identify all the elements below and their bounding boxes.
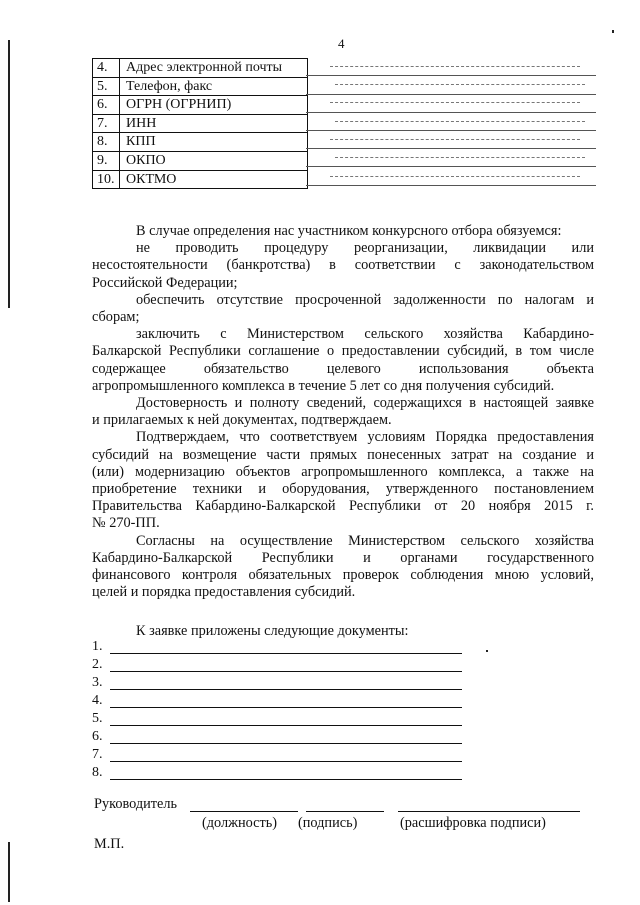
signature-caption: (подпись) (298, 815, 358, 831)
page-number: 4 (338, 36, 345, 51)
row-number: 8. (93, 133, 120, 151)
attachment-number: 3. (92, 675, 103, 690)
attachment-line (110, 689, 462, 690)
row-label: ОГРН (ОГРНИП) (126, 97, 232, 113)
decoding-caption: (расшифровка подписи) (400, 815, 546, 831)
value-dash (335, 121, 585, 123)
value-line (306, 130, 596, 131)
scan-dot (486, 650, 488, 652)
table-row (93, 78, 307, 97)
reliability-line: и прилагаемых к ней документах, подтверждаем. (92, 412, 392, 429)
obligation-3-line: содержащее обязательство целевого использования объекта (92, 360, 594, 377)
requisites-table (92, 58, 308, 189)
row-number: 4. (93, 59, 120, 77)
decoding-line (398, 811, 580, 812)
row-number: 6. (93, 96, 120, 114)
reliability-line: Достоверность и полноту сведений, содержащихся в настоящей заявке (136, 395, 594, 412)
table-row (93, 59, 307, 78)
confirm-line: (или) модернизацию объектов агропромышленного комплекса, а также на (92, 463, 594, 480)
obligation-3-line: заключить с Министерством сельского хозяйства Кабардино- (136, 326, 594, 343)
attachment-line (110, 743, 462, 744)
value-dash (330, 102, 580, 104)
obligations-block (92, 223, 594, 601)
obligation-1-line: Российской Федерации; (92, 274, 238, 291)
confirm-line: № 270-ПП. (92, 515, 160, 532)
table-row (93, 133, 307, 152)
value-line (306, 75, 596, 76)
attachment-line (110, 779, 462, 780)
attachment-line (110, 707, 462, 708)
obligation-1-line: несостоятельности (банкротства) в соответствии с законодательством (92, 257, 594, 274)
value-dash (330, 176, 580, 178)
table-row (93, 171, 307, 190)
confirm-line: субсидий на возмещение части прямых понесенных затрат на создание и (92, 446, 594, 463)
signature-line (306, 811, 384, 812)
row-label: КПП (126, 134, 156, 150)
confirm-line: Подтверждаем, что соответствуем условиям Порядка предоставления (136, 429, 594, 446)
scan-margin-mark-bottom (8, 842, 10, 902)
row-label: ОКТМО (126, 171, 177, 187)
row-number: 7. (93, 115, 120, 133)
row-label: ОКПО (126, 152, 166, 168)
attachment-number: 2. (92, 657, 103, 672)
value-line (306, 148, 596, 149)
attachment-number: 7. (92, 747, 103, 762)
attachment-number: 8. (92, 765, 103, 780)
agree-line: целей и порядка предоставления субсидий. (92, 584, 356, 601)
agree-line: финансового контроля обязательных проверок соблюдения мною условий, (92, 567, 594, 584)
attachments-title-block (92, 623, 594, 640)
confirm-line: Правительства Кабардино-Балкарской Республики от 20 ноября 2015 г. (92, 498, 594, 515)
obligation-2-line: сборам; (92, 309, 140, 326)
scan-corner-mark (612, 30, 614, 33)
value-dash (335, 84, 585, 86)
obligation-1-line: не проводить процедуру реорганизации, ликвидации или (136, 240, 594, 257)
attachment-number: 4. (92, 693, 103, 708)
attachment-line (110, 671, 462, 672)
attachment-number: 1. (92, 639, 103, 654)
confirm-line: приобретение техники и оборудования, утвержденного постановлением (92, 481, 594, 498)
agree-line: Согласны на осуществление Министерством сельского хозяйства (136, 532, 594, 549)
row-number: 5. (93, 78, 120, 96)
obligations-intro: В случае определения нас участником конкурсного отбора обязуемся: (136, 223, 562, 239)
agree-line: Кабардино-Балкарской Республики и органами государственного (92, 549, 594, 566)
table-row (93, 152, 307, 171)
value-dash (330, 66, 580, 68)
value-line (306, 94, 596, 95)
row-label: Адрес электронной почты (126, 60, 283, 75)
row-label: Телефон, факс (126, 78, 213, 94)
head-label: Руководитель (94, 796, 178, 812)
row-number: 9. (93, 152, 120, 170)
value-dash (330, 139, 580, 141)
attachment-number: 6. (92, 729, 103, 744)
attachment-line (110, 761, 462, 762)
table-row (93, 115, 307, 134)
value-dash (335, 157, 585, 159)
attachment-number: 5. (92, 711, 103, 726)
value-line (306, 166, 596, 167)
value-line (306, 185, 596, 186)
scan-margin-mark-top (8, 40, 10, 308)
attachment-line (110, 653, 462, 654)
position-caption: (должность) (202, 815, 278, 831)
obligation-3-line: агропромышленного комплекса в течение 5 лет со дня получения субсидий. (92, 377, 555, 394)
row-label: ИНН (126, 115, 157, 131)
position-line (190, 811, 298, 812)
row-number: 10. (93, 171, 120, 189)
seal-label: М.П. (94, 836, 125, 852)
value-line (306, 112, 596, 113)
attachment-line (110, 725, 462, 726)
attachments-title: К заявке приложены следующие документы: (136, 623, 409, 639)
obligation-2-line: обеспечить отсутствие просроченной задолженности по налогам и (136, 291, 594, 308)
obligation-3-line: Балкарской Республики соглашение о предоставлении субсидий, в том числе (92, 343, 594, 360)
table-row (93, 96, 307, 115)
